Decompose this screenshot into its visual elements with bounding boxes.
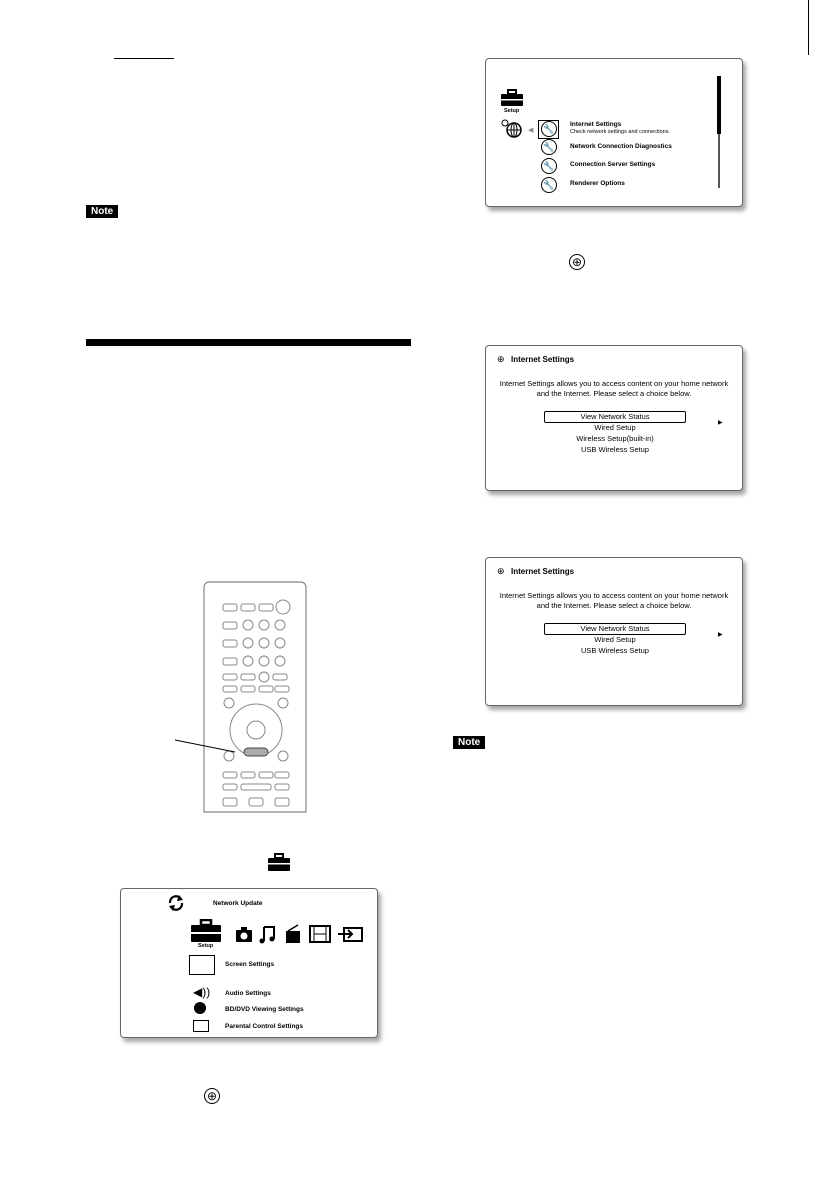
network-globe-icon: ⊕ bbox=[497, 566, 505, 576]
selection-arrow-icon: ◀ bbox=[528, 127, 534, 134]
internet-settings-title: Internet Settings bbox=[511, 567, 575, 576]
section-heading-bar bbox=[86, 339, 411, 346]
menu-audio-settings[interactable]: Audio Settings bbox=[225, 990, 271, 997]
radio-icon bbox=[286, 925, 300, 943]
option-usb-wireless-setup[interactable]: USB Wireless Setup bbox=[581, 445, 649, 454]
remote-control-illustration bbox=[175, 580, 310, 815]
internet-settings-desc-2: and the Internet. Please select a choice below. bbox=[536, 389, 692, 398]
music-icon bbox=[260, 927, 275, 944]
internet-settings-title: Internet Settings bbox=[511, 355, 575, 364]
note-badge: Note bbox=[453, 736, 485, 749]
setup-label: Setup bbox=[198, 943, 214, 949]
menu-screen-settings[interactable]: Screen Settings bbox=[225, 961, 275, 968]
setup-toolbox-icon bbox=[190, 919, 222, 943]
option-view-network-status[interactable]: View Network Status bbox=[544, 411, 686, 423]
wrench-icon: 🔧 bbox=[541, 139, 557, 155]
item-internet-settings-sub: Check network settings and connections. bbox=[570, 129, 670, 135]
option-wired-setup[interactable]: Wired Setup bbox=[594, 423, 636, 432]
wrench-icon: 🔧 bbox=[541, 177, 557, 193]
internet-settings-screen-2 bbox=[485, 557, 743, 706]
network-setup-screen bbox=[485, 58, 743, 207]
scrollbar-thumb[interactable] bbox=[717, 76, 721, 134]
internet-settings-screen-1 bbox=[485, 345, 743, 491]
option-usb-wireless-setup[interactable]: USB Wireless Setup bbox=[581, 646, 649, 655]
enter-button-icon: ⊕ bbox=[204, 1088, 220, 1104]
audio-settings-icon: ◀)) bbox=[193, 985, 211, 999]
home-menu-screen bbox=[120, 888, 378, 1038]
refresh-icon bbox=[166, 893, 186, 913]
film-icon bbox=[310, 926, 330, 942]
internet-settings-desc-1: Internet Settings allows you to access content on your home network bbox=[499, 591, 729, 600]
item-network-diagnostics[interactable]: Network Connection Diagnostics bbox=[570, 143, 672, 150]
network-globe-icon bbox=[500, 119, 524, 139]
item-connection-server[interactable]: Connection Server Settings bbox=[570, 161, 656, 168]
wrench-icon: 🔧 bbox=[541, 121, 557, 137]
internet-settings-desc-1: Internet Settings allows you to access content on your home network bbox=[499, 379, 729, 388]
input-icon bbox=[338, 928, 362, 941]
option-view-network-status[interactable]: View Network Status bbox=[544, 623, 686, 635]
right-arrow-icon[interactable]: ▶ bbox=[718, 420, 723, 426]
option-wired-setup[interactable]: Wired Setup bbox=[594, 635, 636, 644]
wrench-icon: 🔧 bbox=[541, 158, 557, 174]
right-arrow-icon[interactable]: ▶ bbox=[718, 632, 723, 638]
option-wireless-setup[interactable]: Wireless Setup(built-in) bbox=[576, 434, 654, 443]
menu-bddvd-settings[interactable]: BD/DVD Viewing Settings bbox=[225, 1006, 304, 1013]
camera-icon bbox=[236, 927, 252, 942]
toolbox-icon bbox=[267, 853, 291, 872]
setup-label: Setup bbox=[504, 108, 520, 114]
note-badge: Note bbox=[86, 205, 118, 218]
menu-parental-settings[interactable]: Parental Control Settings bbox=[225, 1023, 304, 1030]
enter-button-icon: ⊕ bbox=[569, 254, 585, 270]
parental-lock-icon bbox=[193, 1020, 209, 1032]
setup-toolbox-icon bbox=[500, 89, 524, 107]
internet-settings-desc-2: and the Internet. Please select a choice below. bbox=[536, 601, 692, 610]
menu-network-update[interactable]: Network Update bbox=[213, 900, 263, 907]
network-globe-icon: ⊕ bbox=[497, 354, 505, 364]
item-renderer-options[interactable]: Renderer Options bbox=[570, 180, 625, 187]
screen-settings-icon bbox=[189, 955, 215, 975]
disc-icon bbox=[194, 1002, 206, 1014]
margin-line bbox=[808, 0, 809, 55]
item-internet-settings[interactable]: Internet Settings bbox=[570, 121, 622, 128]
category-icons-row bbox=[234, 924, 366, 944]
top-underline bbox=[114, 58, 174, 59]
